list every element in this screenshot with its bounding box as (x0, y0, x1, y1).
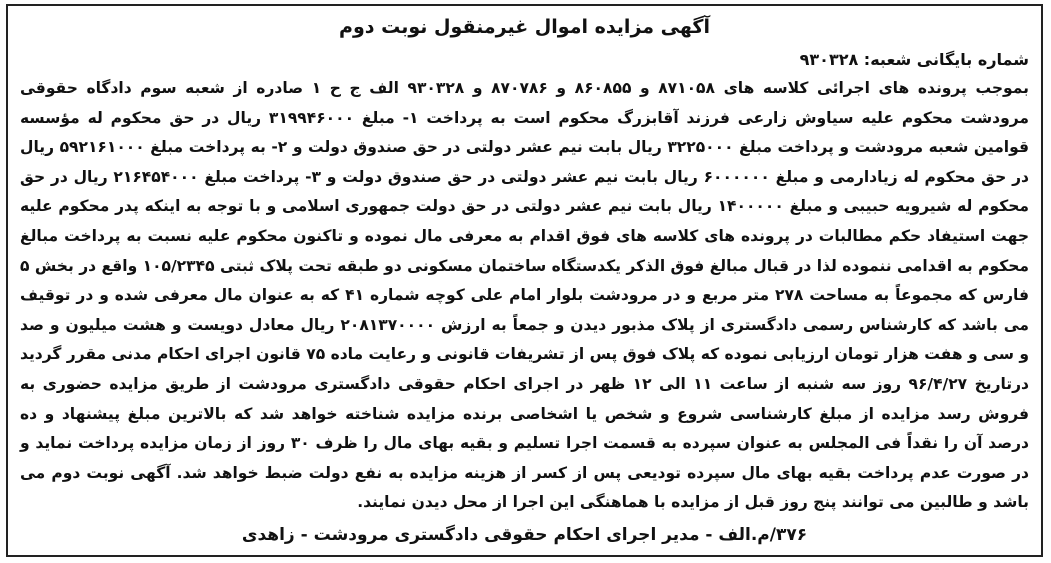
notice-body: بموجب پرونده های اجرائی کلاسه های ۸۷۱۰۵۸ و ۸۶۰۸۵۵ و ۸۷۰۷۸۶ و ۹۳۰۳۲۸ الف ج ح ۱ صادره از شعبه سوم دادگاه حقوقی مرودشت محکوم علیه سیاوش زارعی فرزند آقابزرگ محکوم است به پرداخت ۱- مبلغ ۳۱۹۹۴۶۰۰۰ ریال در حق محکوم له مؤسسه قوامین شعبه مرودشت و پرداخت مبلغ ۳۲۲۵۰۰۰ ریال بابت نیم عشر دولتی در حق صندوق دولت و ۲- به پرداخت مبلغ ۵۹۲۱۶۱۰۰۰ ریال در حق محکوم له زیادارمی و مبلغ ۶۰۰۰۰۰۰ ریال بابت نیم عشر دولتی در حق صندوق دولت و ۳- پرداخت مبلغ ۲۱۶۴۵۴۰۰۰ ریال در حق محکوم له شیرویه حبیبی و مبلغ ۱۴۰۰۰۰۰ ریال بابت نیم عشر دولتی در حق دولت جمهوری اسلامی و با توجه به اینکه پدر محکوم علیه جهت استیفاد حکم مطالبات در پرونده های کلاسه های فوق اقدام به معرفی مال نموده و تاکنون محکوم علیه نسبت به پرداخت مبالغ محکوم به اقدامی ننموده لذا در قبال مبالغ فوق الذکر یکدستگاه ساختمان مسکونی دو طبقه تحت پلاک ثبتی ۱۰۵/۲۳۴۵ واقع در بخش ۵ فارس که مجموعاً به مساحت ۲۷۸ متر مربع و در مرودشت بلوار امام علی کوچه شماره ۴۱ که به عنوان مال معرفی شده و در توقیف می باشد که کارشناس رسمی دادگستری از پلاک مذبور دیدن و جمعاً به ارزش ۲۰۸۱۳۷۰۰۰۰ ریال معادل دویست و هشت میلیون و صد و سی و هفت هزار تومان ارزیابی نموده که پلاک فوق پس از تشریفات قانونی و رعایت ماده ۷۵ قانون اجرای احکام مدنی مقرر گردید درتاریخ ۹۶/۴/۲۷ روز سه شنبه از ساعت ۱۱ الی ۱۲ ظهر در اجرای احکام حقوقی دادگستری مرودشت از طریق مزایده حضوری به فروش رسد مزایده از مبلغ کارشناسی شروع و شخص یا اشخاصی برنده مزایده شناخته خواهد شد که بالاترین مبلغ پیشنهاد و ده درصد آن را نقداً فی المجلس به عنوان سپرده به قسمت اجرا تسلیم و بقیه بهای مال را ظرف ۳۰ روز از زمان مزایده پرداخت نماید و در صورت عدم پرداخت بقیه بهای مال سپرده تودیعی پس از کسر از هزینه مزایده به نفع دولت ضبط خواهد شد. آگهی نوبت دوم می باشد و طالبین می توانند پنج روز قبل از مزایده با هماهنگی این اجرا از محل دیدن نمایند. (20, 79, 1030, 512)
notice-frame (6, 4, 1043, 557)
archive-number: شماره بایگانی شعبه: ۹۳۰۳۲۸ (799, 50, 1029, 69)
notice-signature: ۳۷۶/م.الف - مدیر اجرای احکام حقوقی دادگستری مرودشت - زاهدی (241, 524, 808, 545)
notice-title: آگهی مزایده اموال غیرمنقول نوبت دوم (339, 16, 710, 38)
